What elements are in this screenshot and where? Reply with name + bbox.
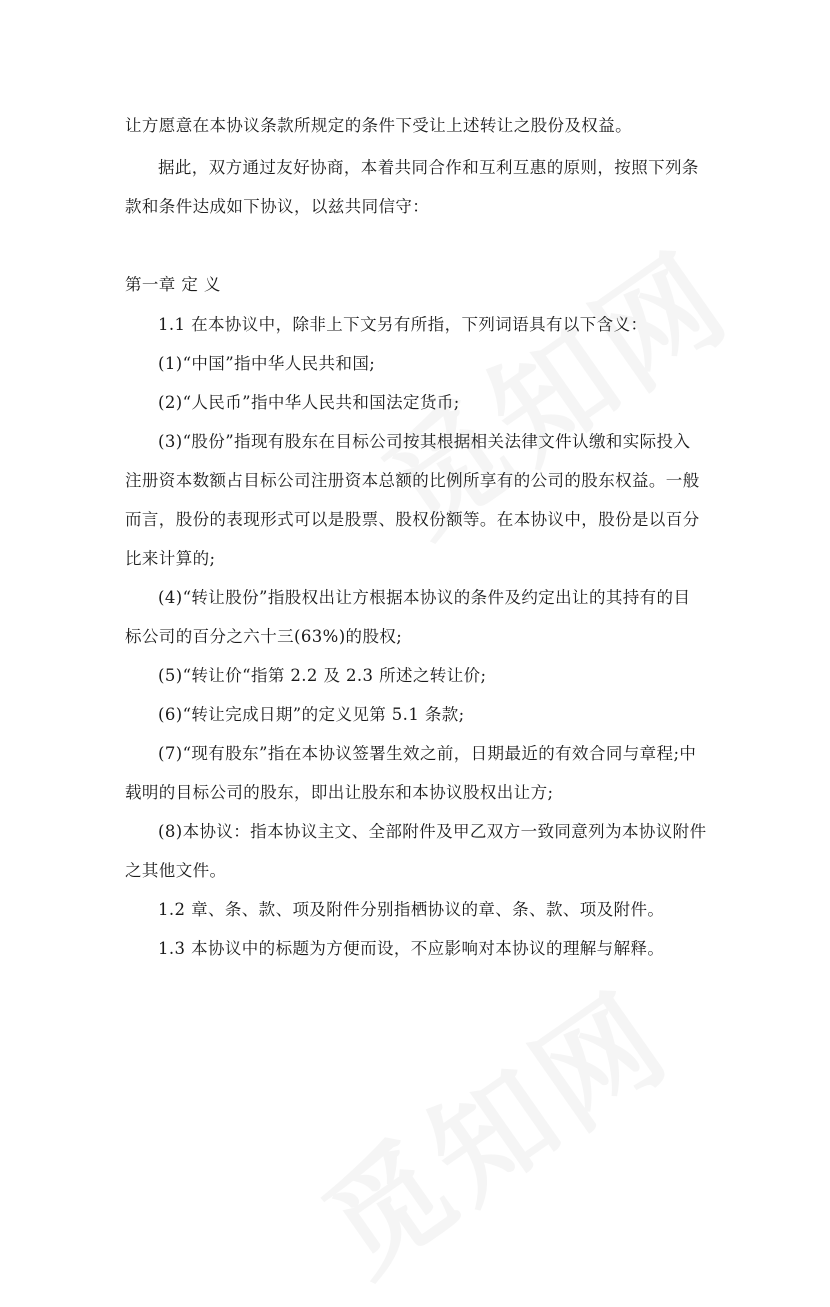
paragraph-line: (1)“中国”指中华人民共和国;	[158, 354, 376, 373]
paragraph-line: (7)“现有股东”指在本协议签署生效之前，日期最近的有效合同与章程;中	[158, 744, 697, 763]
paragraph-line: 1.3 本协议中的标题为方便而设，不应影响对本协议的理解与解释。	[158, 939, 665, 958]
paragraph-line: 让方愿意在本协议条款所规定的条件下受让上述转让之股份及权益。	[125, 116, 632, 135]
paragraph-line: 据此，双方通过友好协商，本着共同合作和互利互惠的原则，按照下列条	[158, 158, 699, 177]
paragraph-line: 而言，股份的表现形式可以是股票、股权份额等。在本协议中，股份是以百分	[125, 510, 700, 529]
paragraph-line: 比来计算的;	[125, 549, 216, 568]
paragraph-line: 款和条件达成如下协议，以兹共同信守：	[125, 197, 430, 216]
chapter-heading: 第一章 定 义	[125, 275, 221, 294]
paragraph-line: (3)“股份”指现有股东在目标公司按其根据相关法律文件认缴和实际投入	[158, 432, 691, 451]
paragraph-line: 注册资本数额占目标公司注册资本总额的比例所享有的公司的股东权益。一般	[125, 471, 700, 490]
paragraph-line: 载明的目标公司的股东，即出让股东和本协议股权出让方;	[125, 783, 554, 802]
paragraph-line: (4)“转让股份”指股权出让方根据本协议的条件及约定出让的其持有的目	[158, 588, 691, 607]
paragraph-line: 之其他文件。	[125, 861, 227, 880]
paragraph-line: 1.2 章、条、款、项及附件分别指栖协议的章、条、款、项及附件。	[158, 900, 665, 919]
paragraph-line: (6)“转让完成日期”的定义见第 5.1 条款;	[158, 705, 465, 724]
paragraph-line: (8)本协议：指本协议主文、全部附件及甲乙双方一致同意列为本协议附件	[158, 822, 707, 841]
paragraph-line: 1.1 在本协议中，除非上下文另有所指，下列词语具有以下含义：	[158, 315, 648, 334]
paragraph-line: (2)“人民币”指中华人民共和国法定货币;	[158, 393, 460, 412]
watermark	[285, 945, 698, 1306]
paragraph-line: (5)“转让价“指第 2.2 及 2.3 所述之转让价;	[158, 666, 487, 685]
paragraph-line: 标公司的百分之六十三(63%)的股权;	[125, 627, 403, 646]
